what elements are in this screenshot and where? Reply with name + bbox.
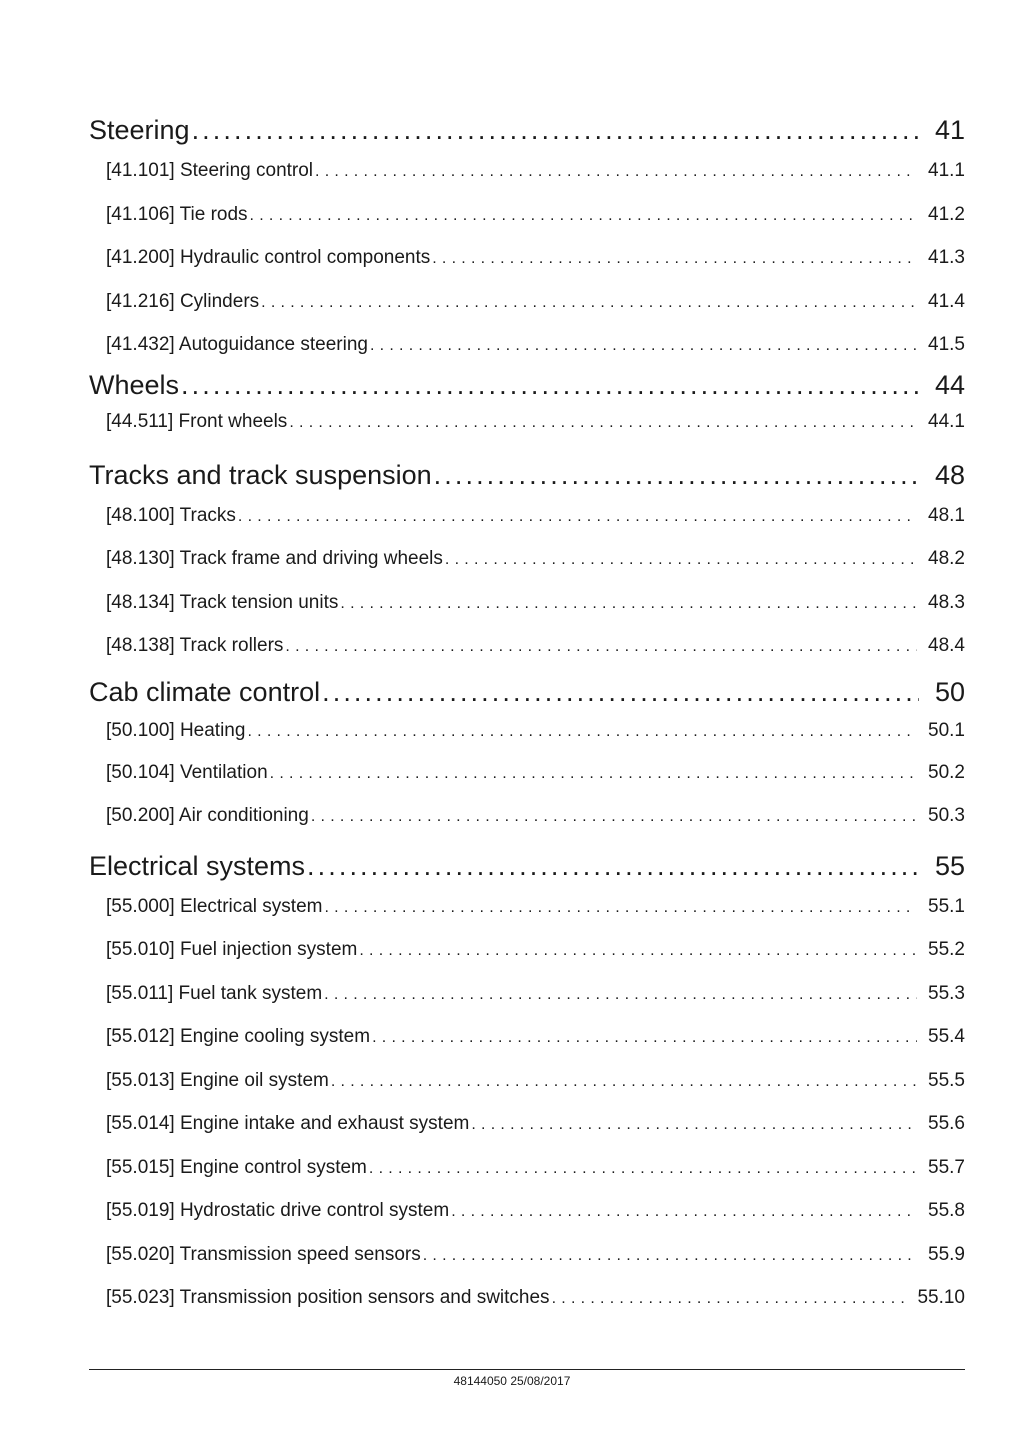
dot-leader (369, 1146, 917, 1190)
section-title: [55.015] Engine control system (106, 1156, 367, 1178)
chapter-title: Tracks and track suspension (89, 459, 432, 490)
dot-leader (434, 457, 919, 494)
section-title: [48.138] Track rollers (106, 635, 284, 656)
chapter-title: Electrical systems (89, 850, 306, 881)
section-title: [55.012] Engine cooling system (106, 1026, 371, 1047)
chapter-title: Wheels (89, 369, 180, 400)
section-page-number: 55.10 (917, 1287, 965, 1308)
section-entry[interactable] (89, 1146, 965, 1190)
section-page-number: 55.5 (928, 1069, 965, 1091)
section-title: [55.014] Engine intake and exhaust system (106, 1113, 470, 1134)
section-page-number: 41.2 (928, 203, 965, 225)
section-entry[interactable] (89, 494, 965, 538)
section-page-number: 50.3 (928, 805, 965, 826)
section-title: [55.019] Hydrostatic drive control system (106, 1200, 450, 1221)
section-entry[interactable] (89, 624, 965, 668)
chapter-electrical (89, 848, 965, 1320)
dot-leader (423, 1233, 917, 1277)
section-entry[interactable] (89, 149, 965, 193)
dot-leader (451, 1189, 917, 1233)
dot-leader (250, 193, 917, 237)
dot-leader (340, 581, 917, 625)
section-entry[interactable] (89, 236, 965, 280)
section-entry[interactable] (89, 1189, 965, 1233)
section-title: [50.200] Air conditioning (106, 805, 309, 826)
chapter-page-number: 55 (934, 850, 965, 881)
section-page-number: 48.4 (928, 635, 965, 656)
dot-leader (181, 367, 919, 404)
chapter-page-number: 50 (934, 676, 965, 707)
chapter-entry[interactable] (89, 457, 965, 494)
dot-leader (307, 848, 919, 885)
section-entry[interactable] (89, 193, 965, 237)
section-page-number: 55.3 (928, 982, 965, 1004)
dot-leader (289, 404, 917, 440)
section-page-number: 55.8 (928, 1200, 965, 1221)
dot-leader (315, 149, 917, 193)
section-entry[interactable] (89, 711, 965, 751)
section-page-number: 41.4 (928, 290, 965, 312)
section-entry[interactable] (89, 537, 965, 581)
dot-leader (285, 624, 917, 668)
dot-leader (261, 280, 917, 324)
dot-leader (324, 972, 917, 1016)
section-title: [55.023] Transmission position sensors and switches (106, 1287, 550, 1308)
footer-doc-id: 48144050 25/08/2017 (453, 1374, 571, 1388)
table-of-contents (89, 112, 965, 1320)
dot-leader (445, 537, 917, 581)
chapter-entry[interactable] (89, 674, 965, 711)
chapter-entry[interactable] (89, 848, 965, 885)
footer-divider (89, 1369, 965, 1370)
section-title: [41.106] Tie rods (106, 203, 248, 225)
section-title: [55.013] Engine oil system (106, 1069, 329, 1091)
section-page-number: 44.1 (928, 410, 965, 432)
section-entry[interactable] (89, 1015, 965, 1059)
section-page-number: 41.3 (928, 247, 965, 268)
dot-leader (324, 885, 917, 929)
dot-leader (270, 751, 917, 795)
section-title: [48.100] Tracks (106, 504, 236, 526)
section-page-number: 55.9 (928, 1243, 965, 1265)
dot-leader (322, 674, 919, 711)
dot-leader (331, 1059, 917, 1103)
dot-leader (471, 1102, 917, 1146)
section-entry[interactable] (89, 323, 965, 367)
section-title: [41.200] Hydraulic control components (106, 247, 431, 268)
dot-leader (372, 1015, 917, 1059)
section-page-number: 55.6 (928, 1113, 965, 1134)
section-title: [55.000] Electrical system (106, 895, 323, 917)
section-title: [48.130] Track frame and driving wheels (106, 548, 443, 569)
section-entry[interactable] (89, 1276, 965, 1320)
section-entry[interactable] (89, 885, 965, 929)
section-page-number: 48.1 (928, 504, 965, 526)
section-title: [55.020] Transmission speed sensors (106, 1243, 421, 1265)
dot-leader (238, 494, 917, 538)
section-page-number: 48.2 (928, 548, 965, 569)
chapter-entry[interactable] (89, 367, 965, 404)
section-entry[interactable] (89, 1059, 965, 1103)
section-page-number: 55.4 (928, 1026, 965, 1047)
dot-leader (432, 236, 917, 280)
section-title: [55.010] Fuel injection system (106, 939, 358, 960)
section-entry[interactable] (89, 404, 965, 440)
section-entry[interactable] (89, 581, 965, 625)
chapter-page-number: 48 (934, 459, 965, 490)
section-title: [48.134] Track tension units (106, 591, 339, 613)
dot-leader (192, 112, 919, 149)
chapter-wheels (89, 367, 965, 440)
dot-leader (359, 928, 917, 972)
section-entry[interactable] (89, 280, 965, 324)
chapter-steering (89, 112, 965, 367)
dot-leader (311, 794, 917, 838)
section-page-number: 55.7 (928, 1156, 965, 1178)
section-title: [50.104] Ventilation (106, 761, 268, 783)
chapter-page-number: 44 (934, 369, 965, 400)
chapter-tracks (89, 457, 965, 668)
section-page-number: 55.2 (928, 939, 965, 960)
section-page-number: 41.1 (928, 160, 965, 181)
section-entry[interactable] (89, 1233, 965, 1277)
section-title: [41.216] Cylinders (106, 290, 260, 312)
section-entry[interactable] (89, 751, 965, 795)
section-title: [44.511] Front wheels (106, 410, 288, 432)
chapter-cab-climate (89, 674, 965, 838)
section-page-number: 50.1 (928, 719, 965, 741)
section-page-number: 50.2 (928, 761, 965, 783)
section-title: [50.100] Heating (106, 719, 246, 741)
chapter-page-number: 41 (934, 115, 965, 145)
section-entry[interactable] (89, 928, 965, 972)
chapter-title: Steering (89, 115, 190, 145)
section-entry[interactable] (89, 972, 965, 1016)
section-page-number: 41.5 (928, 334, 965, 355)
chapter-entry[interactable] (89, 112, 965, 149)
section-title: [41.432] Autoguidance steering (106, 334, 368, 355)
dot-leader (247, 711, 917, 751)
dot-leader (370, 323, 917, 367)
chapter-title: Cab climate control (89, 676, 321, 707)
section-entry[interactable] (89, 794, 965, 838)
dot-leader (552, 1276, 910, 1320)
section-title: [41.101] Steering control (106, 160, 314, 181)
section-entry[interactable] (89, 1102, 965, 1146)
section-title: [55.011] Fuel tank system (106, 982, 323, 1004)
section-page-number: 55.1 (928, 895, 965, 917)
section-page-number: 48.3 (928, 591, 965, 613)
